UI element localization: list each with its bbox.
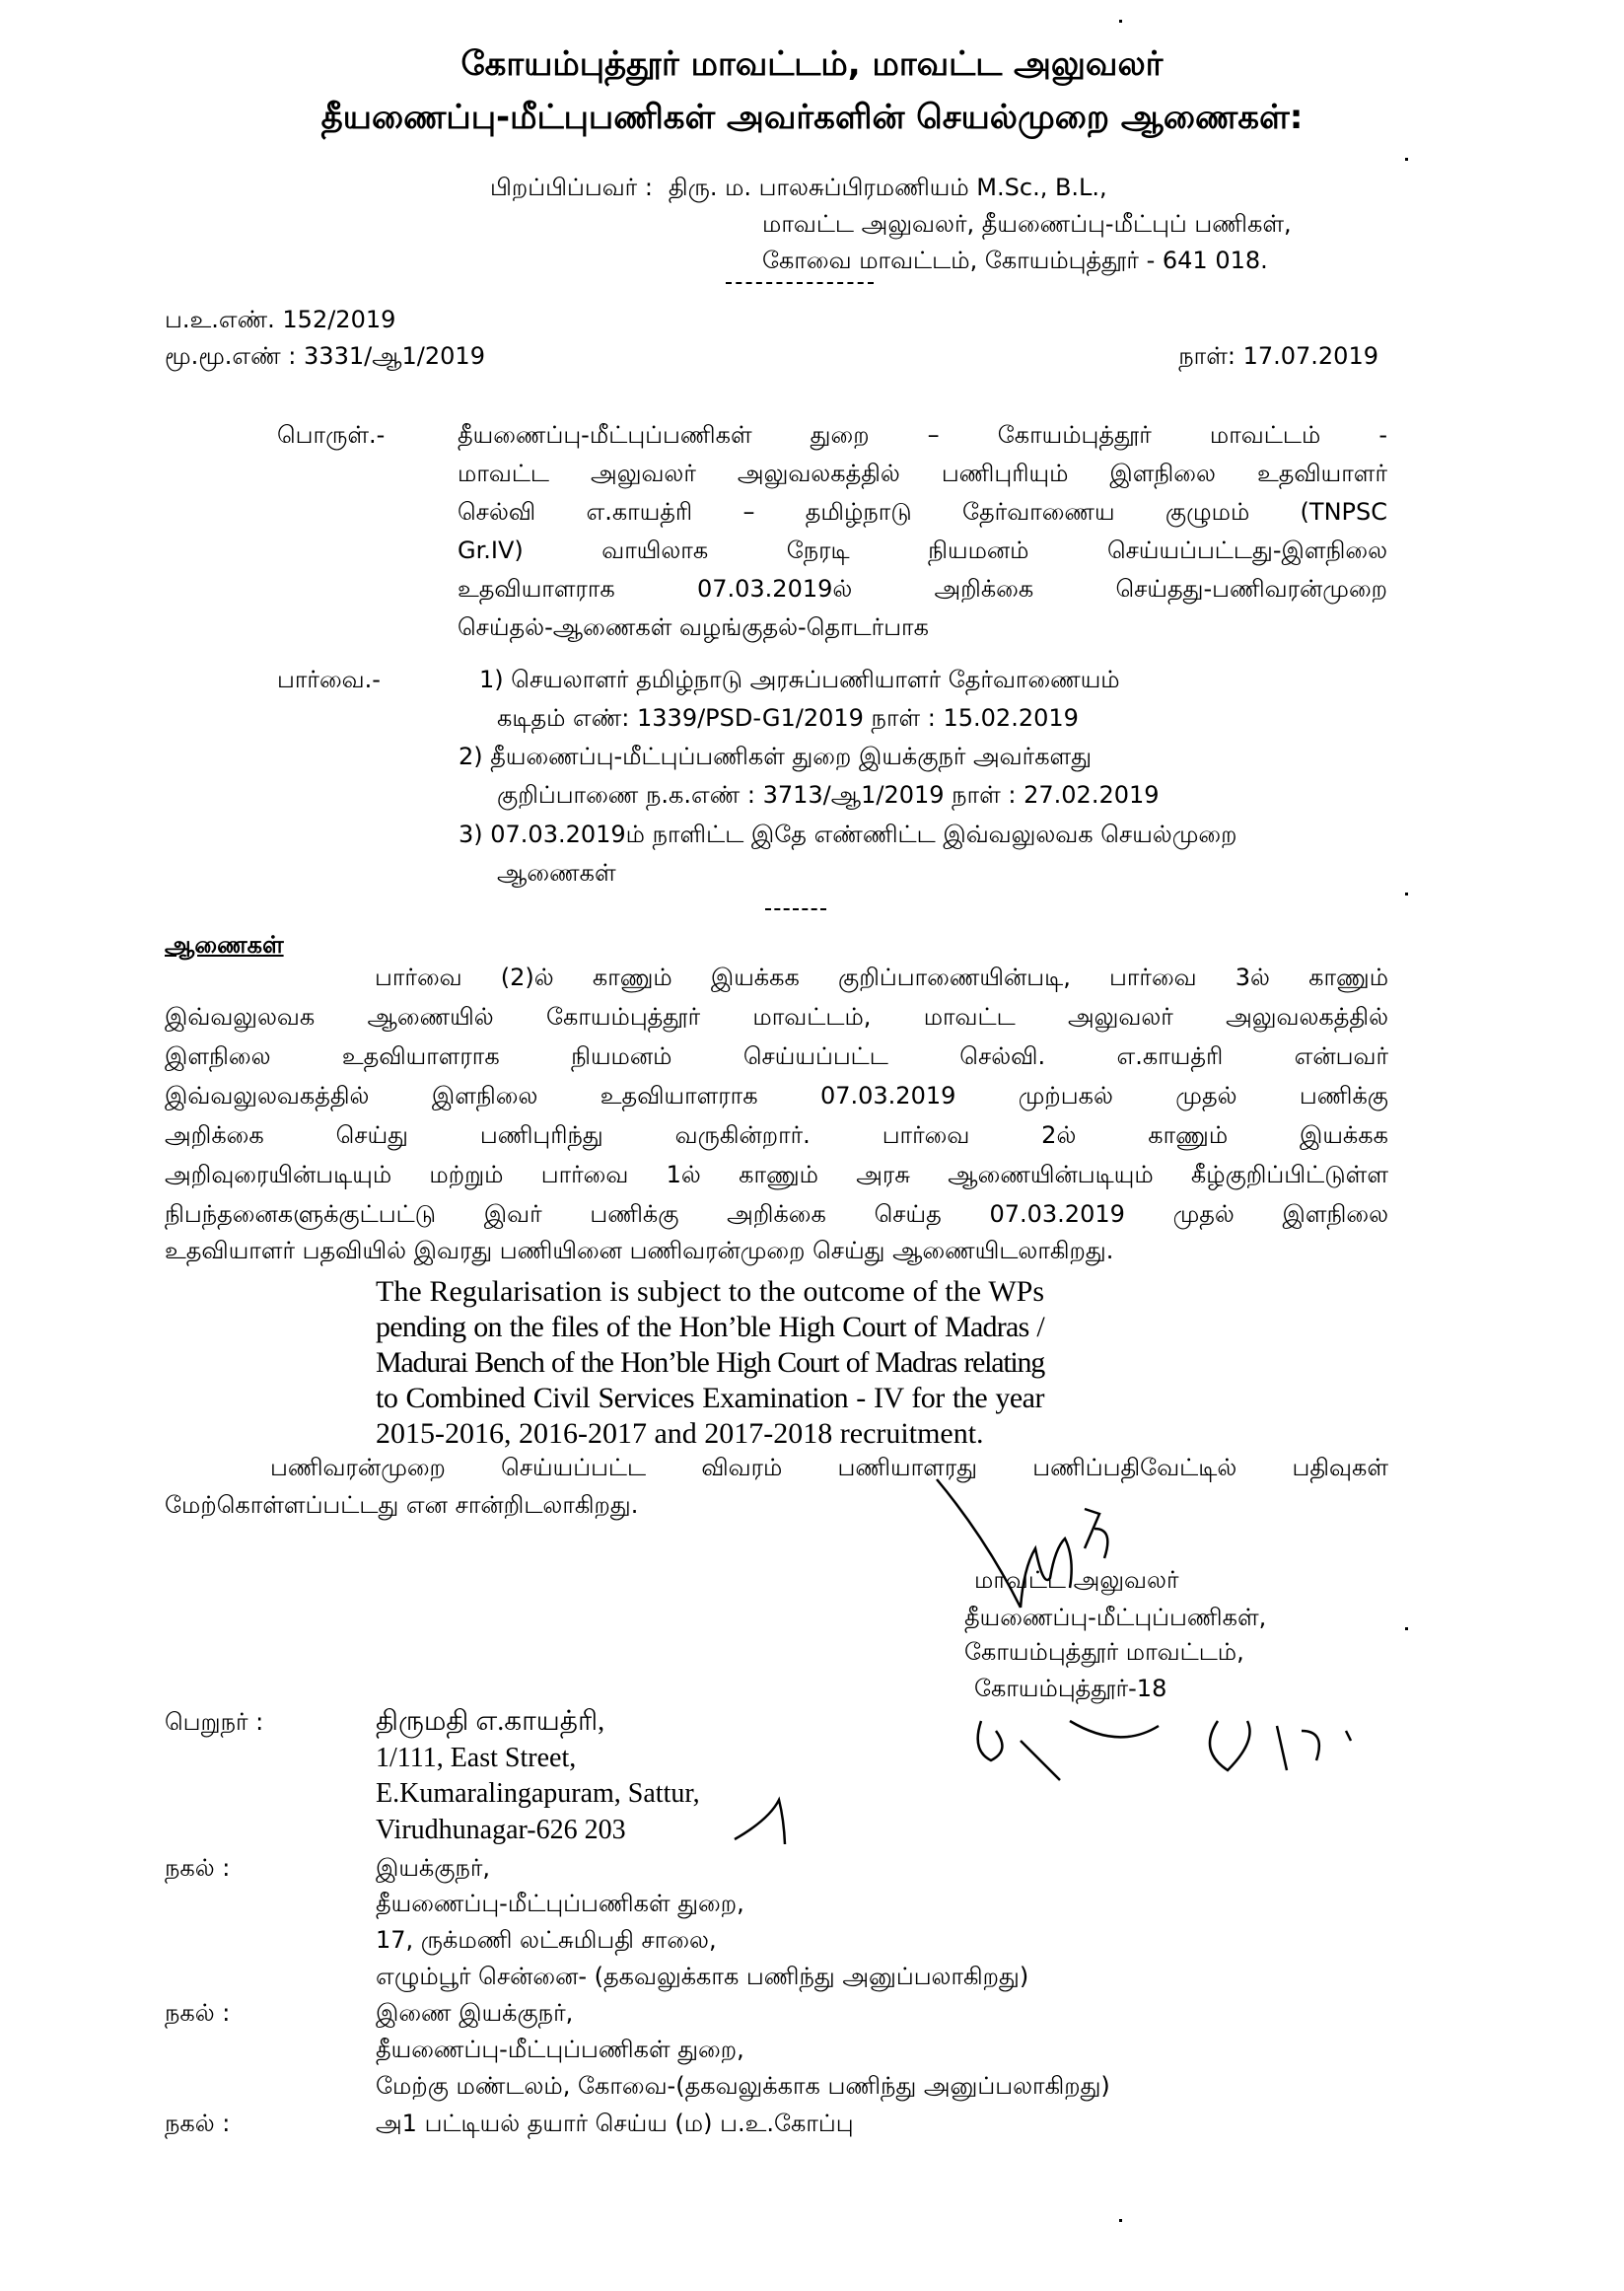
reference-item: 1) செயலாளர் தமிழ்நாடு அரசுப்பணியாளர் தேர்வாணையம் [479,666,1120,693]
subject-line: உதவியாளராக 07.03.2019ல் அறிக்கை செய்தது-பணிவரன்முறை [458,575,1387,603]
tick-mark [730,1790,809,1849]
subject-line: Gr.IV) வாயிலாக நேரடி நியமனம் செய்யப்பட்டது-இளநிலை [458,537,1387,564]
english-line: pending on the files of the Hon’ble High Court of Madras / [376,1311,1044,1343]
copy-line: இணை இயக்குநர், [376,1999,574,2027]
reference-item: 2) தீயணைப்பு-மீட்புப்பணிகள் துறை இயக்குநர் அவர்களது [459,743,1093,770]
orders-para-line: அறிக்கை செய்து பணிபுரிந்து வருகின்றார். பார்வை 2ல் காணும் இயக்கக [165,1121,1388,1149]
subject-line: செய்தல்-ஆணைகள் வழங்குதல்-தொடர்பாக [458,613,929,641]
orders-para-line: இளநிலை உதவியாளராக நியமனம் செய்யப்பட்ட செல்வி. எ.காயத்ரி என்பவர் [165,1042,1388,1070]
closing-line: பணிவரன்முறை செய்யப்பட்ட விவரம் பணியாளரது பணிப்பதிவேட்டில் பதிவுகள் [270,1454,1388,1481]
orders-para-line: பார்வை (2)ல் காணும் இயக்கக குறிப்பாணையின்படி, பார்வை 3ல் காணும் [375,964,1388,991]
reference-label: பார்வை.- [277,666,381,693]
subject-line: மாவட்ட அலுவலர் அலுவலகத்தில் பணிபுரியும் இளநிலை உதவியாளர் [458,460,1387,487]
recipient-line: Virudhunagar-626 203 [376,1815,626,1845]
english-line: 2015-2016, 2016-2017 and 2017-2018 recruitment. [376,1417,984,1450]
copy-label: நகல் : [165,1854,231,1882]
signatory-designation: மாவட்ட அலுவலர் [974,1566,1179,1594]
scan-speck [1405,158,1408,161]
issuer-address: கோவை மாவட்டம், கோயம்புத்தூர் - 641 018. [762,247,1268,274]
issuer-label: பிறப்பிப்பவர் : [490,174,653,201]
copy-line: எழும்பூர் சென்னை- (தகவலுக்காக பணிந்து அனுப்பலாகிறது) [376,1963,1029,1990]
orders-para-line: அறிவுரையின்படியும் மற்றும் பார்வை 1ல் காணும் அரசு ஆணையின்படியும் கீழ்குறிப்பிட்டுள்ள [165,1161,1388,1188]
copy-line: இயக்குநர், [376,1854,491,1882]
copy-line: தீயணைப்பு-மீட்புப்பணிகள் துறை, [376,1890,744,1917]
scan-speck [1405,893,1408,895]
pu-number: ப.உ.எண். 152/2019 [165,306,396,333]
orders-heading: ஆணைகள் [165,931,284,959]
handwritten-date-initials [961,1711,1415,1810]
scan-speck [1405,1627,1408,1630]
signatory-city: கோயம்புத்தூர்-18 [974,1675,1167,1702]
reference-item: 3) 07.03.2019ம் நாளிட்ட இதே எண்ணிட்ட இவ்வலுலவக செயல்முறை [459,821,1237,848]
copy-line: தீயணைப்பு-மீட்புப்பணிகள் துறை, [376,2036,744,2063]
scan-speck [1119,2219,1122,2222]
order-date: நாள்: 17.07.2019 [1178,342,1378,370]
divider [765,908,826,910]
copy-line: மேற்கு மண்டலம், கோவை-(தகவலுக்காக பணிந்து அனுப்பலாகிறது) [376,2072,1110,2100]
english-line: to Combined Civil Services Examination - IV for the year [376,1382,1044,1414]
recipient-line: E.Kumaralingapuram, Sattur, [376,1778,700,1809]
subject-line: செல்வி எ.காயத்ரி – தமிழ்நாடு தேர்வாணைய குழுமம் (TNPSC [458,498,1387,526]
english-line: The Regularisation is subject to the outcome of the WPs [376,1275,1044,1308]
signatory-district: கோயம்புத்தூர் மாவட்டம், [964,1638,1244,1666]
recipient-line: 1/111, East Street, [376,1743,577,1773]
orders-para-line: நிபந்தனைகளுக்குட்பட்டு இவர் பணிக்கு அறிக்கை செய்த 07.03.2019 முதல் இளநிலை [165,1200,1388,1228]
copy-line: அ1 பட்டியல் தயார் செய்ய (ம) ப.உ.கோப்பு [376,2110,854,2137]
ref-date-row [165,341,1378,371]
issuer-designation: மாவட்ட அலுவலர், தீயணைப்பு-மீட்புப் பணிகள், [762,210,1292,238]
orders-para-line: உதவியாளர் பதவியில் இவரது பணியினை பணிவரன்முறை செய்து ஆணையிடலாகிறது. [165,1237,1114,1264]
copy-label: நகல் : [165,1999,231,2027]
issuer-row [490,173,1107,202]
signatory-department: தீயணைப்பு-மீட்புப்பணிகள், [964,1604,1267,1631]
closing-line: மேற்கொள்ளப்பட்டது என சான்றிடலாகிறது. [165,1491,639,1519]
divider [726,282,874,284]
recipient-line: திருமதி எ.காயத்ரி, [376,1706,605,1737]
scan-speck [1119,20,1122,23]
orders-para-line: இவ்வலுலவகத்தில் இளநிலை உதவியாளராக 07.03.2019 முற்பகல் முதல் பணிக்கு [165,1082,1388,1110]
mu-number: மூ.மூ.எண் : 3331/ஆ1/2019 [165,342,485,370]
english-line: Madurai Bench of the Hon’ble High Court of Madras relating [376,1346,1044,1379]
reference-item-detail: குறிப்பாணை ந.க.எண் : 3713/ஆ1/2019 நாள் : 27.02.2019 [497,781,1160,809]
copy-label: நகல் : [165,2110,231,2137]
reference-item-detail: கடிதம் எண்: 1339/PSD-G1/2019 நாள் : 15.02.2019 [497,704,1079,732]
title-line-2: தீயணைப்பு-மீட்புபணிகள் அவர்களின் செயல்முறை ஆணைகள்: [320,98,1304,137]
issuer-name: திரு. ம. பாலசுப்பிரமணியம் M.Sc., B.L., [668,174,1107,201]
title-line-1: கோயம்புத்தூர் மாவட்டம், மாவட்ட அலுவலர் [460,44,1164,84]
orders-para-line: இவ்வலுலவக ஆணையில் கோயம்புத்தூர் மாவட்டம், மாவட்ட அலுவலர் அலுவலகத்தில் [165,1003,1388,1031]
reference-item-detail: ஆணைகள் [497,859,616,887]
subject-line: தீயணைப்பு-மீட்புப்பணிகள் துறை – கோயம்புத்தூர் மாவட்டம் - [458,421,1387,449]
subject-label: பொருள்.- [277,421,386,449]
recipient-label: பெறுநர் : [165,1708,264,1736]
copy-line: 17, ருக்மணி லட்சுமிபதி சாலை, [376,1926,717,1954]
